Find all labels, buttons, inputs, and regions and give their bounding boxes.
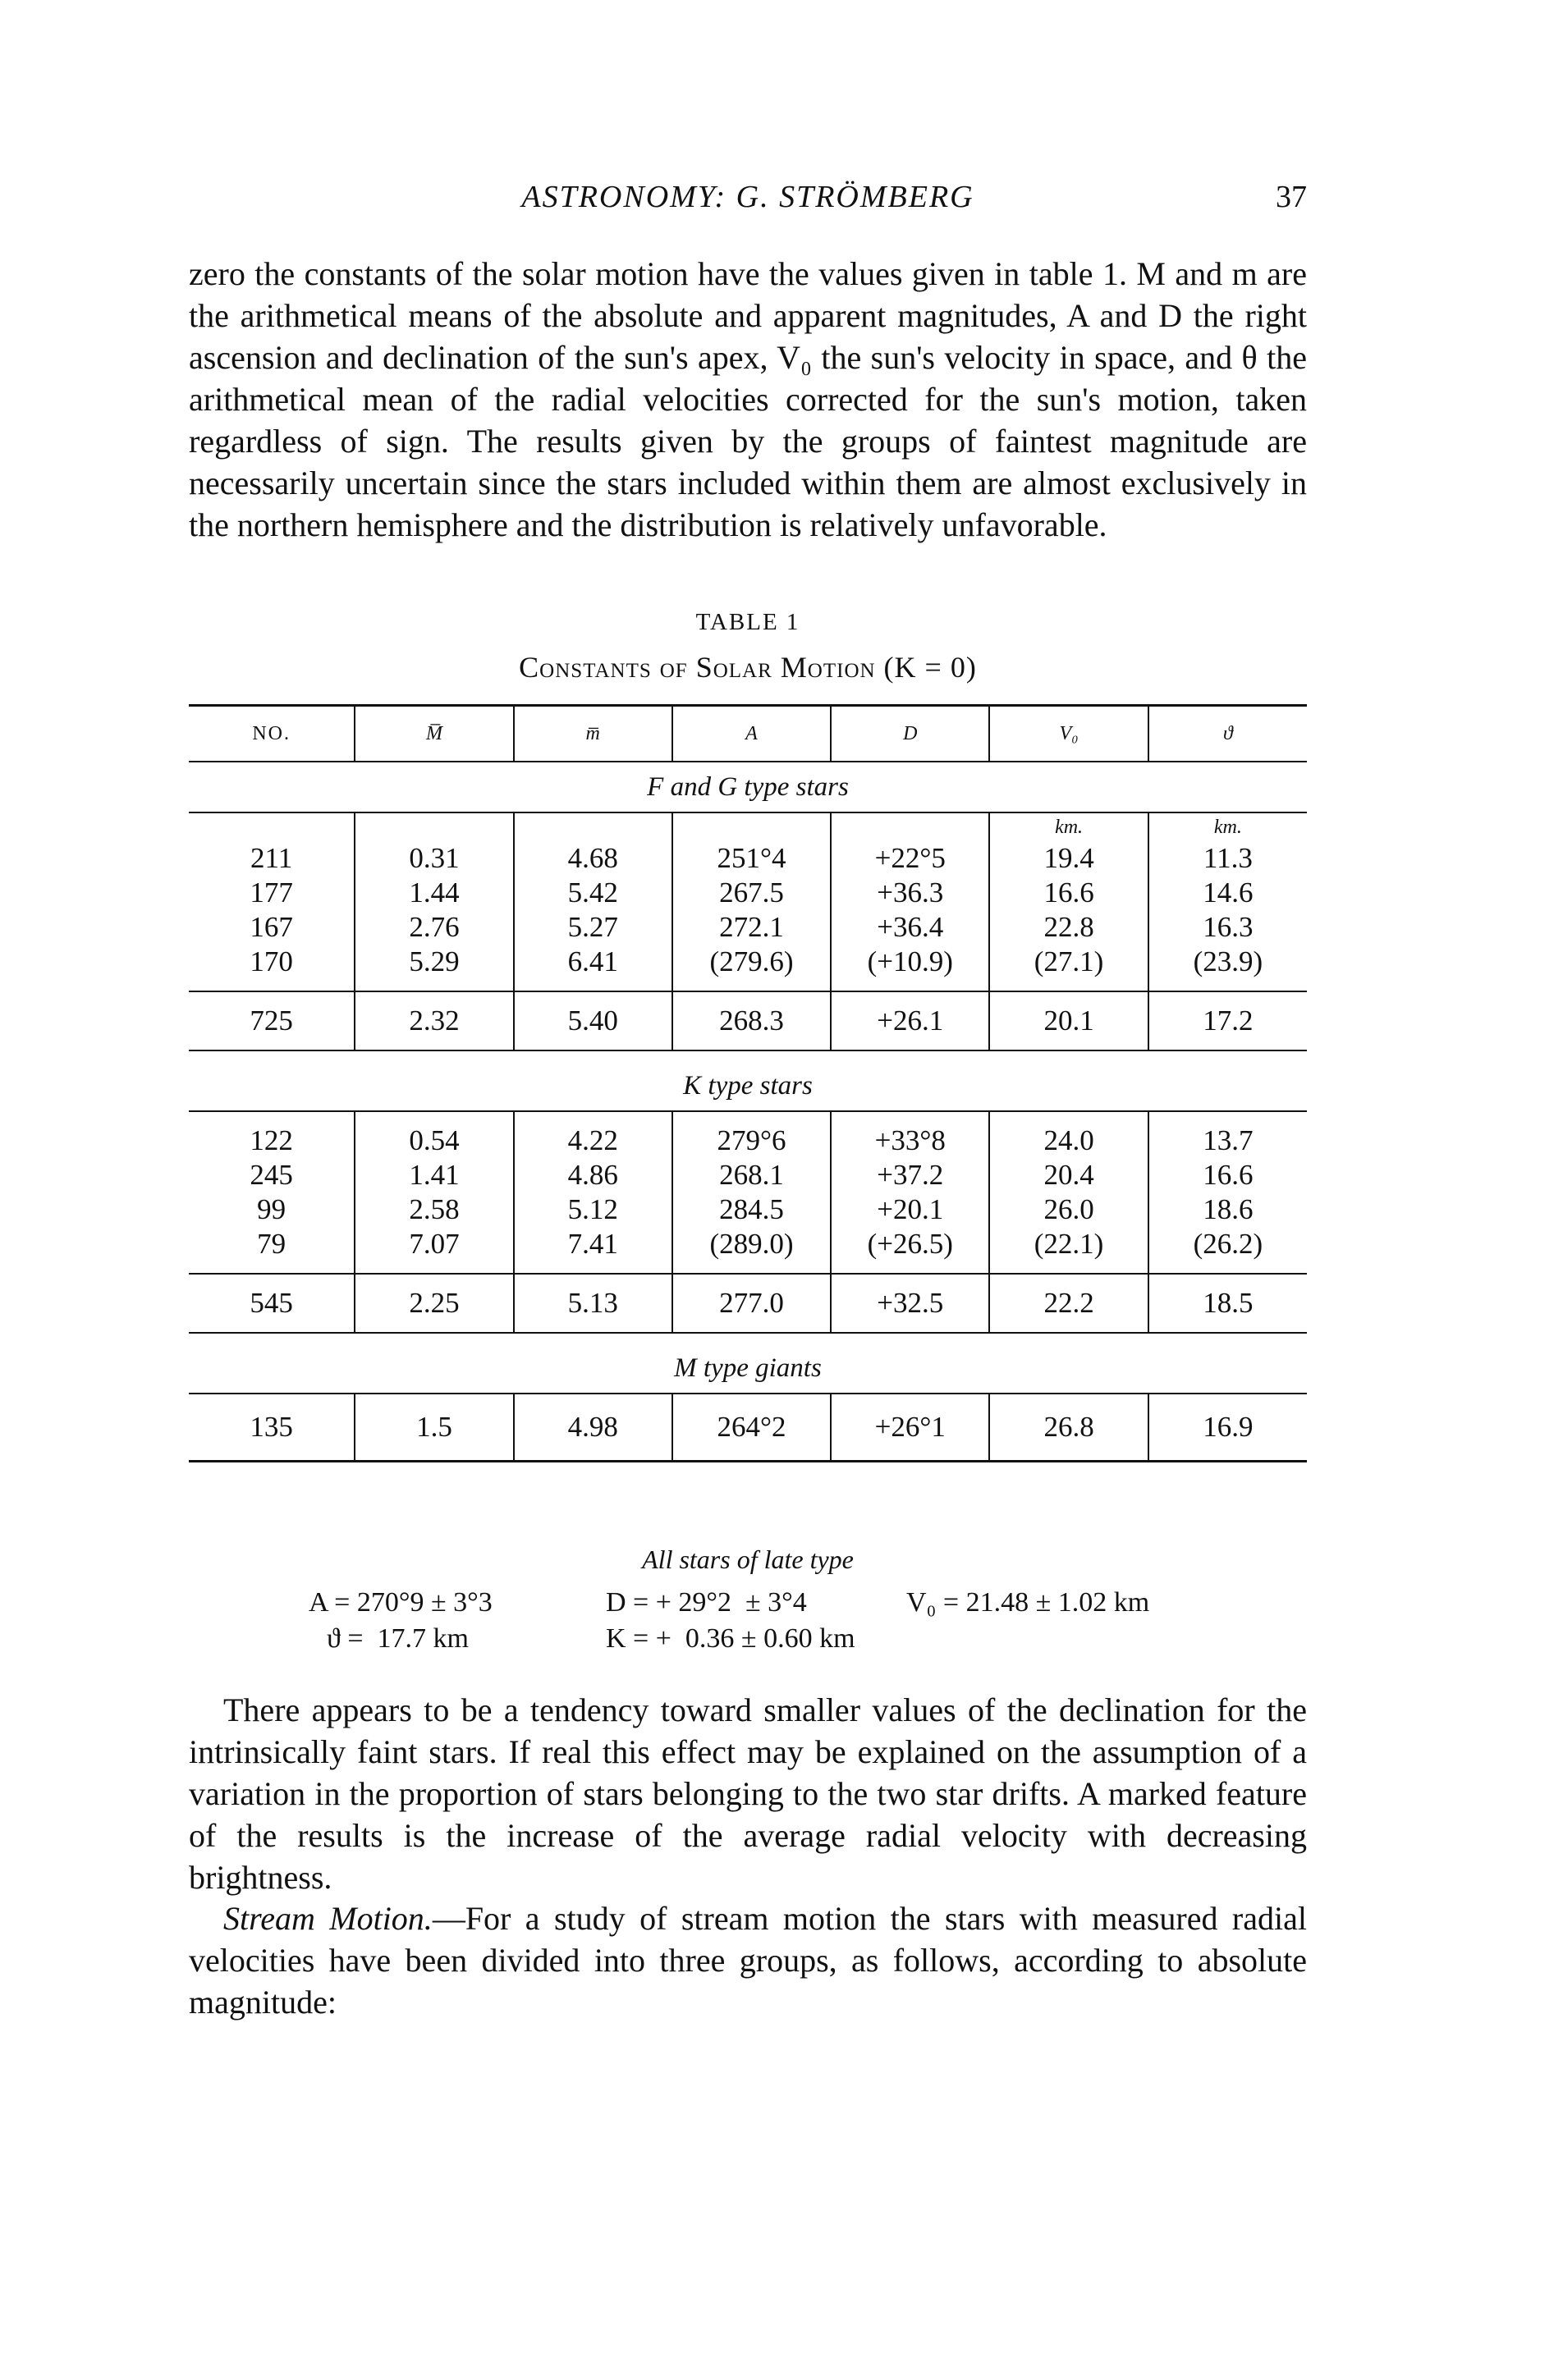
cell: (27.1) (989, 945, 1148, 991)
cell: (289.0) (672, 1227, 831, 1274)
cell: +22°5 (831, 841, 989, 876)
group-title: K type stars (189, 1061, 1307, 1111)
table-row (189, 1394, 1307, 1462)
cell: 4.68 (514, 841, 672, 876)
table-caption: Constants of Solar Motion (K = 0) (519, 651, 977, 684)
footnote-theta: ϑ = 17.7 km (327, 1623, 469, 1654)
cell: 16.6 (1148, 1158, 1307, 1192)
cell: 18.5 (1148, 1274, 1307, 1333)
cell: 2.58 (355, 1192, 513, 1227)
table-row (189, 1227, 1307, 1274)
cell: 279°6 (672, 1124, 831, 1158)
table-row (189, 1158, 1307, 1192)
cell: 5.40 (514, 991, 672, 1050)
running-header (189, 179, 1307, 220)
col-header-dec: D (831, 706, 989, 762)
solar-motion-table (189, 704, 1307, 1462)
cell: 170 (250, 945, 293, 977)
cell: +32.5 (831, 1274, 989, 1333)
cell: 0.54 (355, 1124, 513, 1158)
cell: 7.07 (355, 1227, 513, 1274)
cell: 20.1 (989, 991, 1148, 1050)
cell: 7.41 (514, 1227, 672, 1274)
cell: +37.2 (831, 1158, 989, 1192)
group-title-row (189, 1343, 1307, 1394)
cell: 11.3 (1148, 841, 1307, 876)
cell: 4.22 (514, 1124, 672, 1158)
col-header-abs-mag: M̅ (355, 706, 513, 762)
col-header-app-mag: m̅ (514, 706, 672, 762)
cell: 167 (250, 911, 293, 943)
page-number: 37 (1276, 180, 1307, 214)
running-title: ASTRONOMY: G. STRÖMBERG (521, 180, 974, 214)
cell: (+10.9) (831, 945, 989, 991)
table-row (189, 841, 1307, 876)
cell: 79 (257, 1228, 286, 1260)
group-spacer (189, 1050, 1307, 1061)
table-row (189, 876, 1307, 910)
cell: 177 (250, 876, 293, 909)
row-spacer (189, 1111, 1307, 1124)
paragraph-stream-motion (189, 1897, 1307, 2023)
cell: 16.6 (989, 876, 1148, 910)
unit-cell (672, 812, 831, 841)
cell: (+26.5) (831, 1227, 989, 1274)
cell: 135 (250, 1411, 293, 1443)
cell: 2.25 (355, 1274, 513, 1333)
paragraph-intro (189, 253, 1307, 546)
cell: 6.41 (514, 945, 672, 991)
group-spacer (189, 1333, 1307, 1343)
group-title: M type giants (189, 1343, 1307, 1394)
footnote-apex-dec: D = + 29°2 ± 3°4 (606, 1587, 807, 1618)
table-row (189, 945, 1307, 991)
cell: (22.1) (989, 1227, 1148, 1274)
unit-cell: km. (1148, 812, 1307, 841)
cell: 2.76 (355, 910, 513, 945)
cell: 0.31 (355, 841, 513, 876)
paragraph-text: There appears to be a tendency toward smaller values of the declination for the intrinsically faint stars. If real this effect may be explained on the assumption of a variation in the proportion of stars belonging to the two star drifts. A marked feature of the results is the increase of the average radial velocity with decreasing brightness. (189, 1691, 1307, 1896)
cell: 1.5 (355, 1394, 513, 1462)
col-header-no: NO. (189, 706, 355, 762)
cell: +33°8 (831, 1124, 989, 1158)
cell: 5.27 (514, 910, 672, 945)
section-lead: Stream Motion. (223, 1900, 433, 1937)
unit-cell (831, 812, 989, 841)
cell: 1.44 (355, 876, 513, 910)
cell: 20.4 (989, 1158, 1148, 1192)
summary-row (189, 1274, 1307, 1333)
group-title: F and G type stars (189, 762, 1307, 812)
cell: 5.13 (514, 1274, 672, 1333)
summary-row (189, 991, 1307, 1050)
cell: 545 (189, 1274, 355, 1333)
section-text: —For a study of stream motion the stars with measured radial velocities have been divided into three groups, as follows, according to absolute magnitude: (189, 1900, 1307, 2021)
cell: 22.2 (989, 1274, 1148, 1333)
cell: +36.3 (831, 876, 989, 910)
cell: 16.3 (1148, 910, 1307, 945)
group-title-row (189, 1061, 1307, 1111)
cell: (26.2) (1148, 1227, 1307, 1274)
cell: 5.12 (514, 1192, 672, 1227)
cell: 264°2 (672, 1394, 831, 1462)
cell: 5.42 (514, 876, 672, 910)
paragraph-text (189, 1897, 1307, 2023)
paragraph-declination (189, 1689, 1307, 1898)
cell: +26.1 (831, 991, 989, 1050)
footnote-apex-ra: A = 270°9 ± 3°3 (309, 1587, 493, 1618)
table-row (189, 910, 1307, 945)
paragraph-text: zero the constants of the solar motion have the values given in table 1. M and m are the arithmetical means of the absolute and apparent magnitudes, A and D the right ascension and declination of the sun's apex, V₀ the sun's velocity in space, and θ the arithmetical mean of the radial velocities corrected for the sun's motion, taken regardless of sign. The results given by the groups of faintest magnitude are necessarily uncertain since the stars included within them are almost exclusively in the northern hemisphere and the distribution is relatively unfavorable. (189, 255, 1307, 543)
footnote-title: All stars of late type (642, 1545, 854, 1574)
cell: 5.29 (355, 945, 513, 991)
cell: 26.8 (989, 1394, 1148, 1462)
cell: 268.3 (672, 991, 831, 1050)
col-header-theta: ϑ (1148, 706, 1307, 762)
cell: 14.6 (1148, 876, 1307, 910)
cell: 24.0 (989, 1124, 1148, 1158)
cell: 1.41 (355, 1158, 513, 1192)
footnote-k-term: K = + 0.36 ± 0.60 km (606, 1623, 855, 1654)
cell: 2.32 (355, 991, 513, 1050)
cell: (23.9) (1148, 945, 1307, 991)
cell: 725 (189, 991, 355, 1050)
footnote-velocity: V₀ = 21.48 ± 1.02 km (906, 1587, 1150, 1618)
cell: 18.6 (1148, 1192, 1307, 1227)
cell: 4.86 (514, 1158, 672, 1192)
table-row (189, 1124, 1307, 1158)
unit-row (189, 812, 1307, 841)
unit-cell (514, 812, 672, 841)
unit-cell (189, 812, 355, 841)
cell: 99 (257, 1193, 286, 1225)
cell: 26.0 (989, 1192, 1148, 1227)
unit-cell (355, 812, 513, 841)
table-label: TABLE 1 (695, 609, 800, 635)
cell: 17.2 (1148, 991, 1307, 1050)
table-row (189, 1192, 1307, 1227)
cell: 4.98 (514, 1394, 672, 1462)
cell: +20.1 (831, 1192, 989, 1227)
unit-cell: km. (989, 812, 1148, 841)
cell: +36.4 (831, 910, 989, 945)
col-header-velocity: V₀ (989, 706, 1148, 762)
cell: 268.1 (672, 1158, 831, 1192)
cell: 284.5 (672, 1192, 831, 1227)
cell: 211 (250, 842, 293, 874)
cell: 272.1 (672, 910, 831, 945)
cell: 251°4 (672, 841, 831, 876)
cell: 19.4 (989, 841, 1148, 876)
group-title-row (189, 762, 1307, 812)
table-header-row (189, 706, 1307, 762)
cell: 245 (250, 1159, 293, 1191)
cell: 122 (250, 1124, 293, 1156)
cell: (279.6) (672, 945, 831, 991)
col-header-ra: A (672, 706, 831, 762)
cell: 16.9 (1148, 1394, 1307, 1462)
cell: 13.7 (1148, 1124, 1307, 1158)
cell: 22.8 (989, 910, 1148, 945)
cell: 267.5 (672, 876, 831, 910)
cell: 277.0 (672, 1274, 831, 1333)
cell: +26°1 (831, 1394, 989, 1462)
